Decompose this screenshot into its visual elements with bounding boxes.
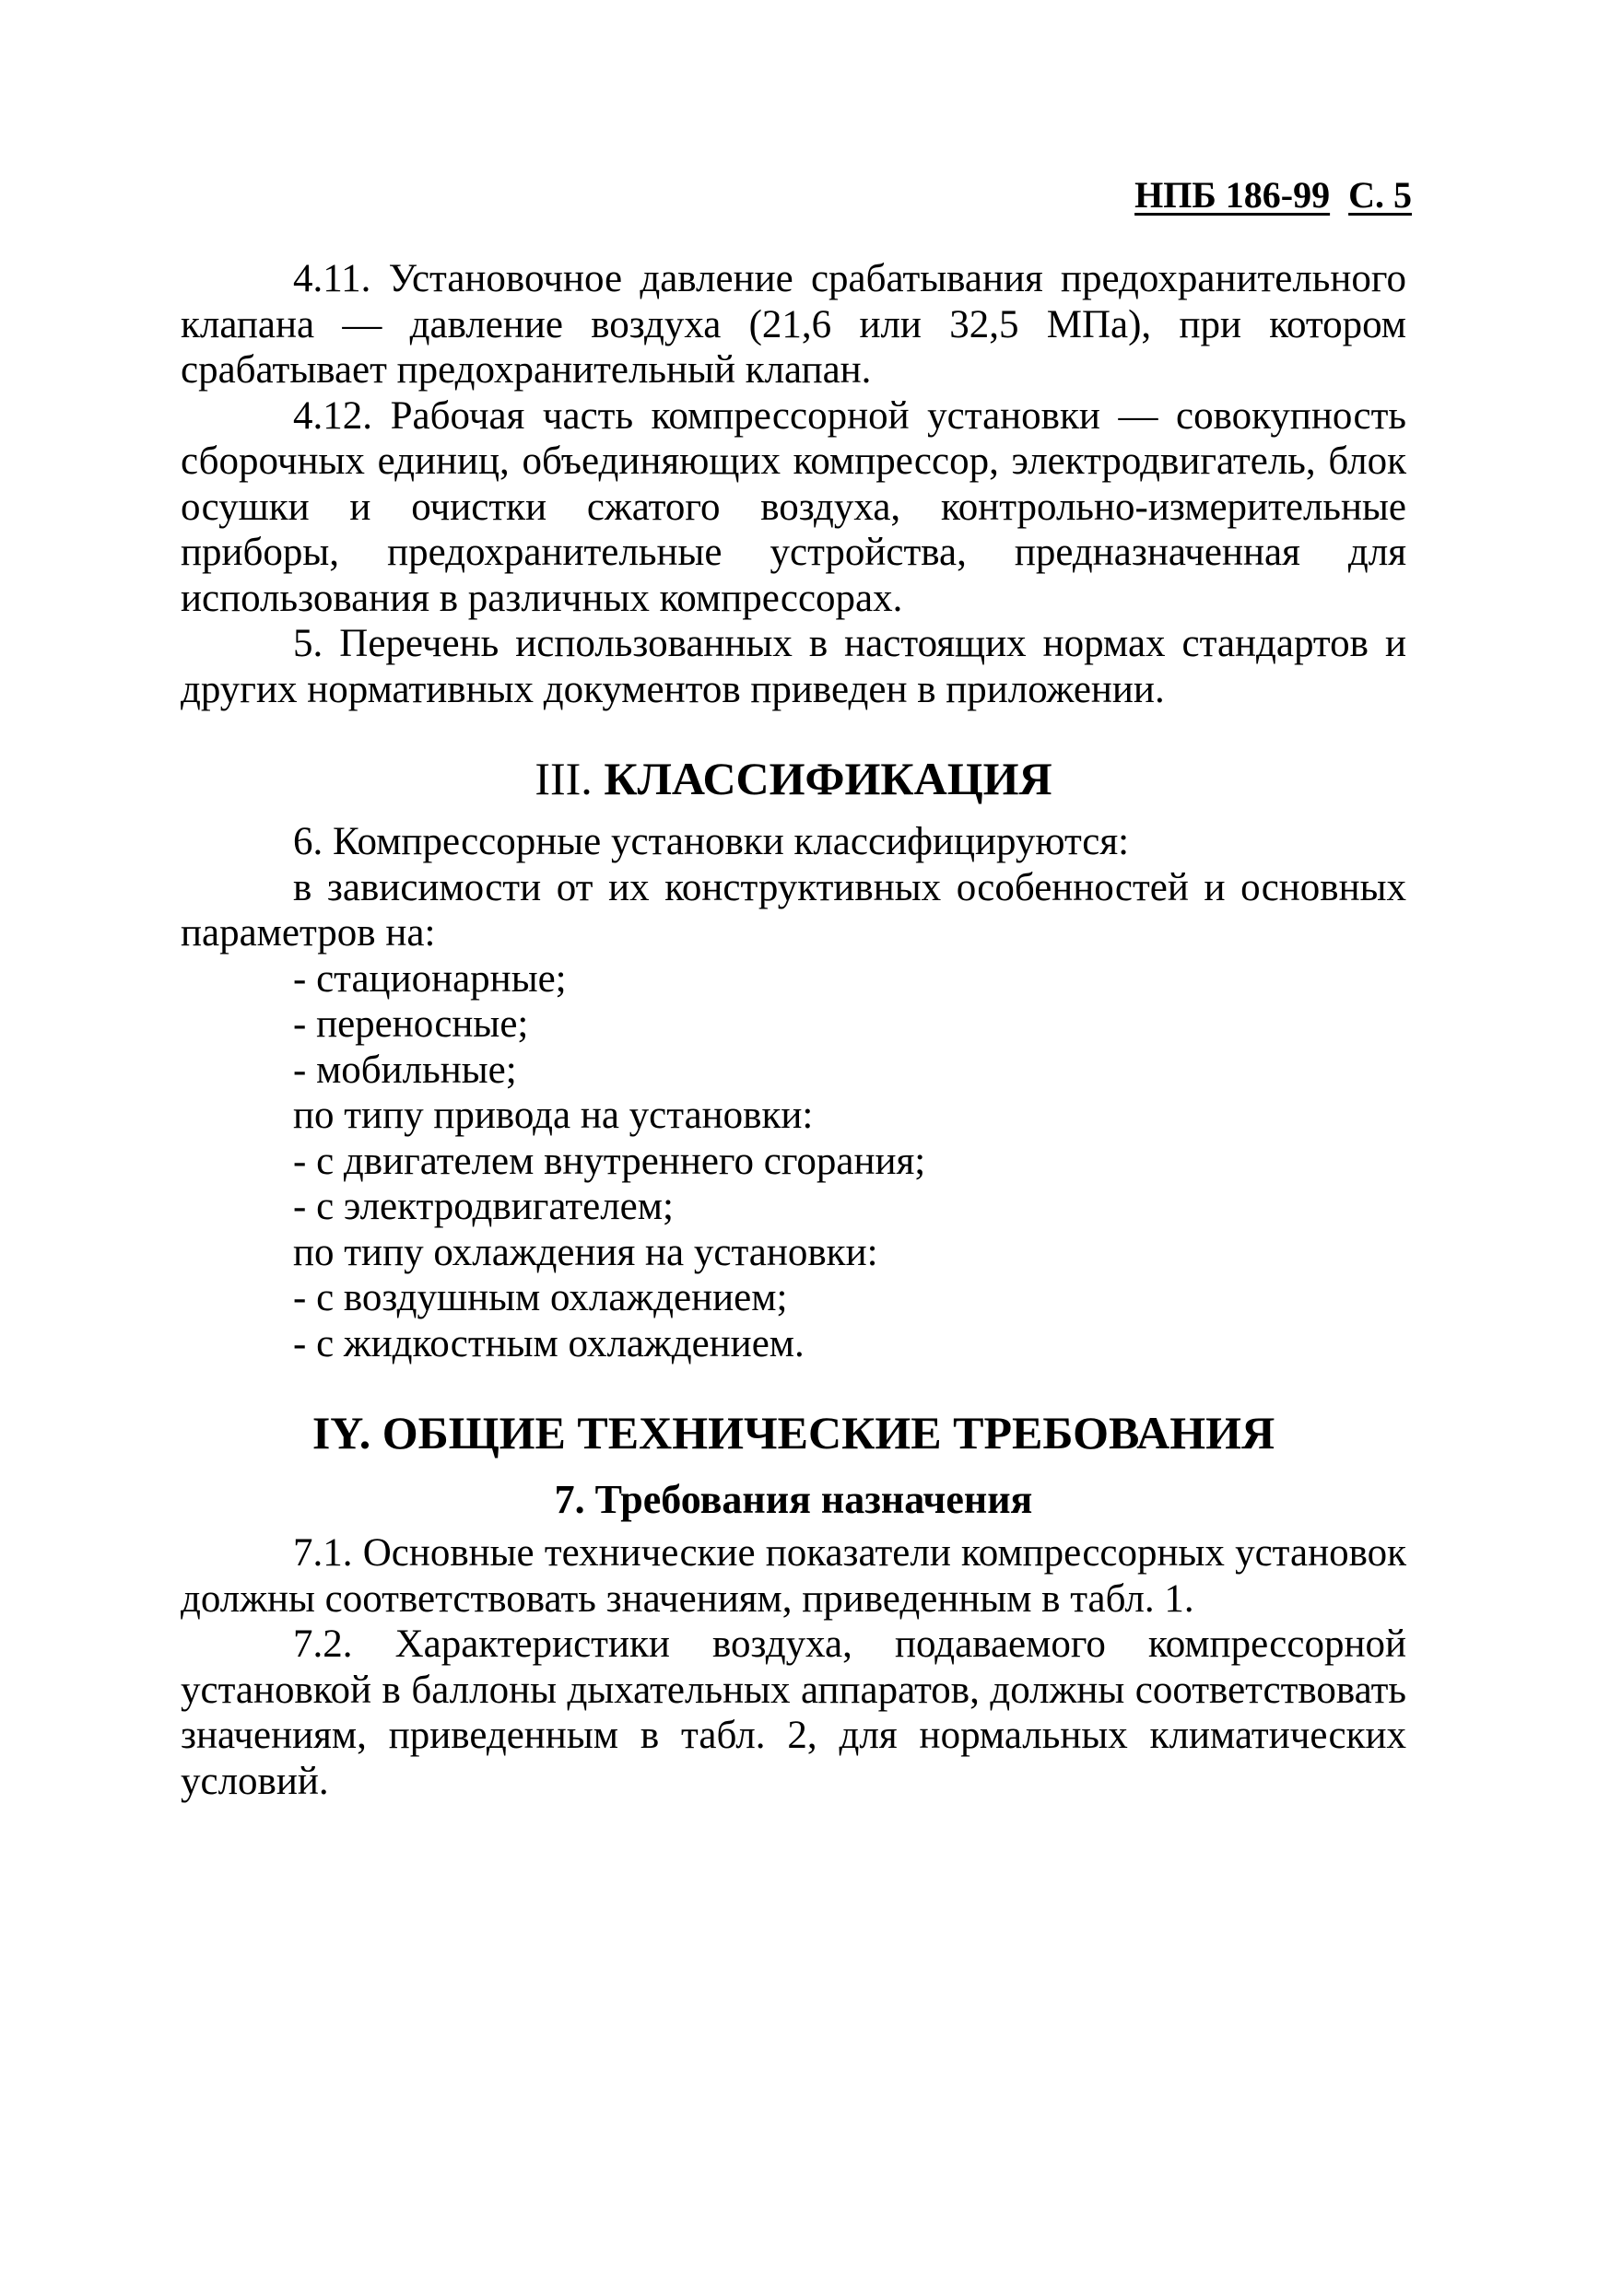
paragraph-7-1: 7.1. Основные технические показатели компрессорных установок должны соответствовать значениям, приведенным в табл. 1. (181, 1531, 1406, 1621)
list-item: - стационарные; (293, 956, 567, 1001)
paragraph-7-2: 7.2. Характеристики воздуха, подаваемого компрессорной установкой в баллоны дыхательных аппаратов, должны соответствовать значениям, приведенным в табл. 2, для нормальных климатических условий. (181, 1622, 1406, 1803)
drive-type-intro: по типу привода на установки: (293, 1094, 814, 1137)
section-number: III. (535, 753, 593, 804)
page-body (181, 256, 1406, 1804)
paragraph-6-intro: в зависимости от их конструктивных особенностей и основных параметров на: (181, 865, 1406, 955)
paragraph-6: 6. Компрессорные установки классифицируются: (293, 820, 1130, 863)
section-heading-general-requirements: IY. ОБЩИЕ ТЕХНИЧЕСКИЕ ТРЕБОВАНИЯ (311, 1407, 1275, 1458)
page-number: С. 5 (1348, 174, 1412, 216)
list-item: - с электродвигателем; (293, 1185, 674, 1228)
cooling-type-intro: по типу охлаждения на установки: (293, 1230, 878, 1274)
paragraph-4-11: 4.11. Установочное давление срабатывания предохранительного клапана — давление воздуха (21,6 или 32,5 МПа), при котором срабатывает предохранительный клапан. (181, 257, 1406, 392)
document-code: НПБ 186-99 (1134, 174, 1331, 216)
list-design-types (181, 956, 1406, 1094)
page-header (1134, 173, 1412, 217)
list-cooling-types (181, 1275, 1406, 1366)
list-item: - переносные; (293, 1002, 529, 1046)
list-item: - мобильные; (293, 1048, 517, 1092)
list-item: - с двигателем внутреннего сгорания; (293, 1139, 926, 1183)
section-heading-classification (181, 751, 1406, 806)
list-item: - с жидкостным охлаждением. (293, 1321, 805, 1365)
paragraph-5: 5. Перечень использованных в настоящих нормах стандартов и других нормативных документов приведен в приложении. (181, 622, 1406, 711)
section-title: КЛАССИФИКАЦИЯ (604, 753, 1052, 804)
list-item: - с воздушным охлаждением; (293, 1276, 788, 1319)
paragraph-4-12: 4.12. Рабочая часть компрессорной установки — совокупность сборочных единиц, объединяющих компрессор, электродвигатель, блок осушки и очистки сжатого воздуха, контрольно-измерительные приборы, предохранительные устройства, предназначенная для использования в различных компрессорах. (181, 393, 1406, 620)
subsection-heading-purpose-requirements: 7. Требования назначения (554, 1477, 1033, 1522)
list-drive-types (181, 1139, 1406, 1230)
